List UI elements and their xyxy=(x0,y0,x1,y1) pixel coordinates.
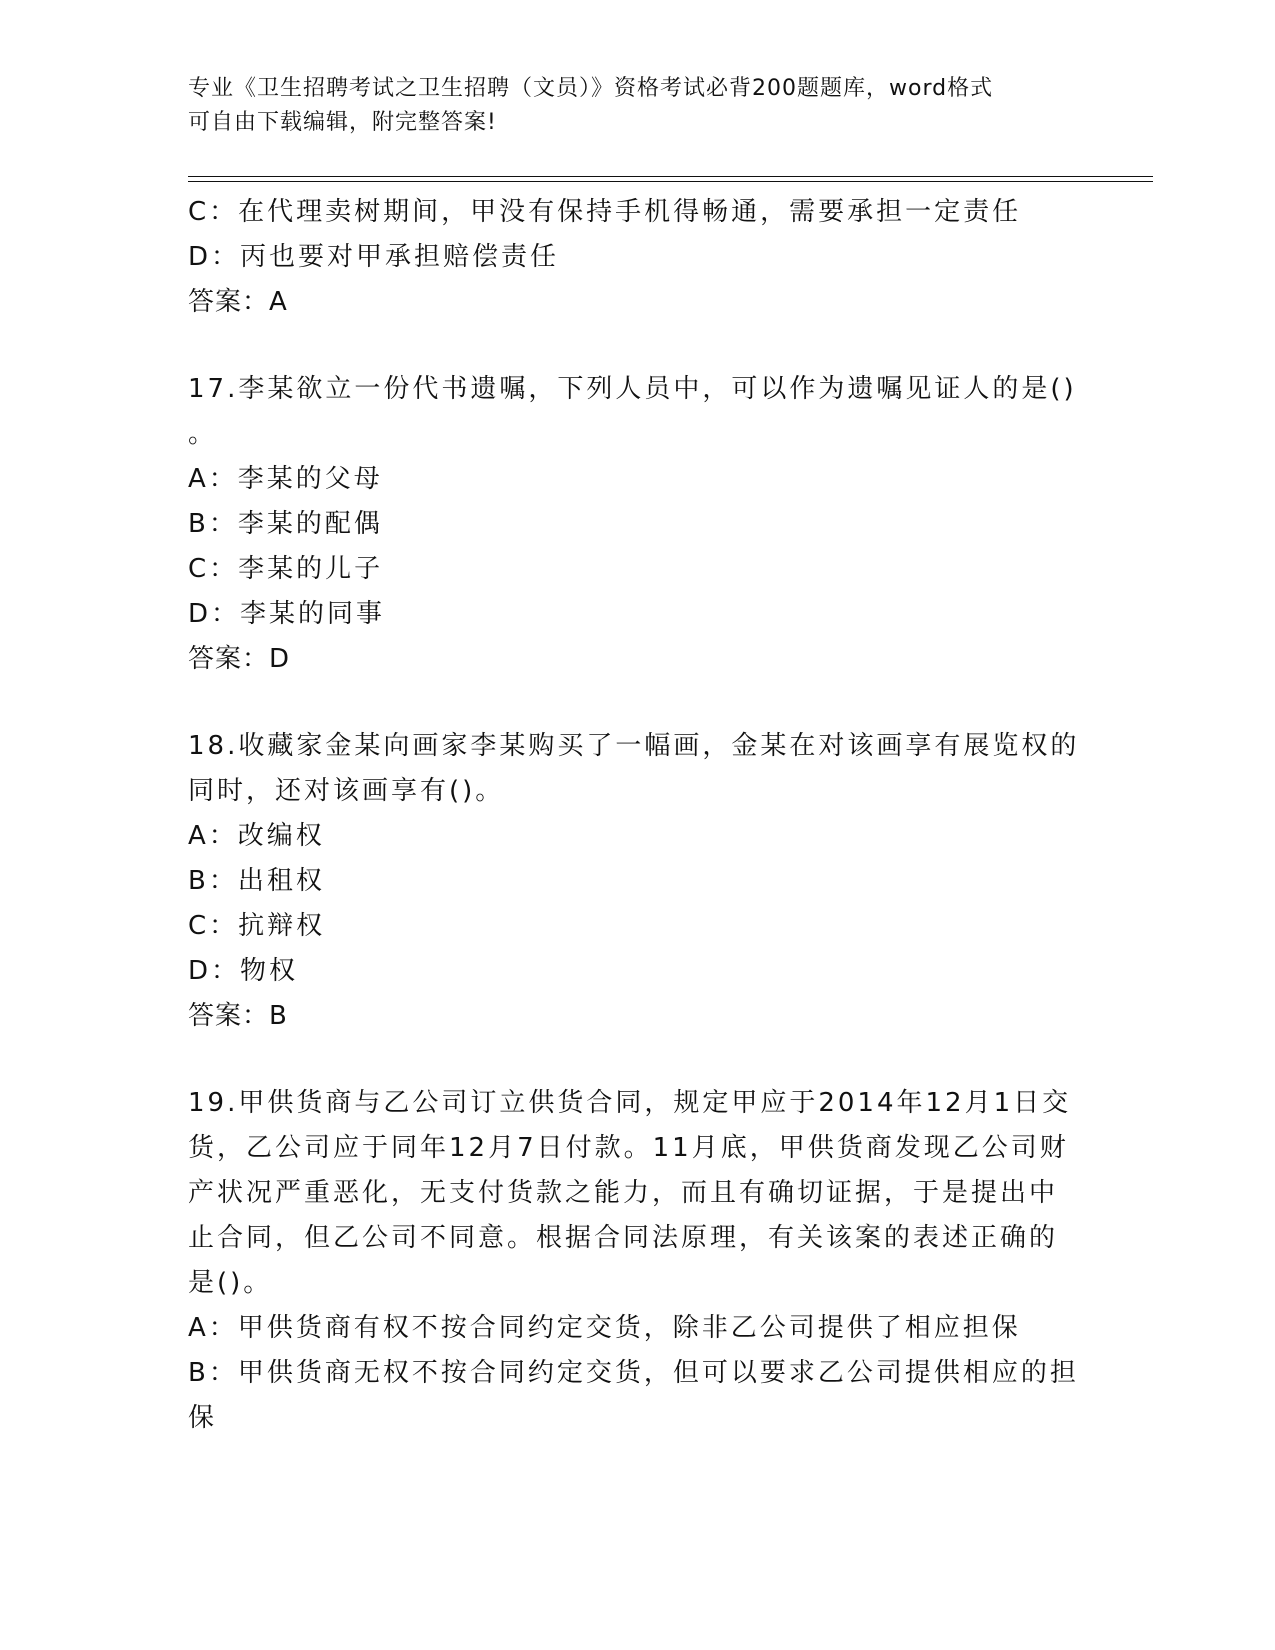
header-title-line-2: 可自由下载编辑，附完整答案! xyxy=(188,110,497,135)
option-c: C：在代理卖树期间，甲没有保持手机得畅通，需要承担一定责任 xyxy=(188,197,1022,227)
question-19 xyxy=(188,1081,1079,1441)
option-a: A：甲供货商有权不按合同约定交货，除非乙公司提供了相应担保 xyxy=(188,1313,1021,1343)
question-stem: 19.甲供货商与乙公司订立供货合同，规定甲应于2014年12月1日交 xyxy=(188,1088,1072,1118)
question-stem: 17.李某欲立一份代书遗嘱，下列人员中，可以作为遗嘱见证人的是() xyxy=(188,374,1077,404)
option-d: D：物权 xyxy=(188,956,299,986)
question-18 xyxy=(188,724,1080,1039)
page-header xyxy=(188,72,1068,140)
option-c: C：李某的儿子 xyxy=(188,554,384,584)
answer: 答案：D xyxy=(188,644,291,674)
answer: 答案：B xyxy=(188,1001,288,1031)
option-d: D：丙也要对甲承担赔偿责任 xyxy=(188,242,560,272)
question-17 xyxy=(188,367,1077,682)
question-stem-continued: 产状况严重恶化，无支付货款之能力，而且有确切证据，于是提出中 xyxy=(188,1178,1059,1208)
header-divider-top xyxy=(188,176,1153,177)
option-d: D：李某的同事 xyxy=(188,599,386,629)
header-title-line-1: 专业《卫生招聘考试之卫生招聘（文员）》资格考试必背200题题库，word格式 xyxy=(188,76,994,101)
option-b: B：李某的配偶 xyxy=(188,509,383,539)
option-a: A：改编权 xyxy=(188,821,325,851)
previous-question-tail xyxy=(188,190,1068,325)
page-content xyxy=(188,190,1080,1441)
question-stem-continued: 货，乙公司应于同年12月7日付款。11月底，甲供货商发现乙公司财 xyxy=(188,1133,1069,1163)
question-stem-continued: 。 xyxy=(188,419,218,449)
question-stem-continued: 止合同，但乙公司不同意。根据合同法原理，有关该案的表述正确的 xyxy=(188,1223,1059,1253)
option-b: B：出租权 xyxy=(188,866,325,896)
answer: 答案：A xyxy=(188,287,288,317)
option-c: C：抗辩权 xyxy=(188,911,326,941)
header-divider-bottom xyxy=(188,181,1153,182)
question-stem: 18.收藏家金某向画家李某购买了一幅画，金某在对该画享有展览权的 xyxy=(188,731,1080,761)
option-b: B：甲供货商无权不按合同约定交货，但可以要求乙公司提供相应的担 xyxy=(188,1358,1079,1388)
option-b-continued: 保 xyxy=(188,1403,218,1433)
option-a: A：李某的父母 xyxy=(188,464,383,494)
question-stem-continued: 同时，还对该画享有()。 xyxy=(188,776,505,806)
question-stem-continued: 是()。 xyxy=(188,1268,273,1298)
